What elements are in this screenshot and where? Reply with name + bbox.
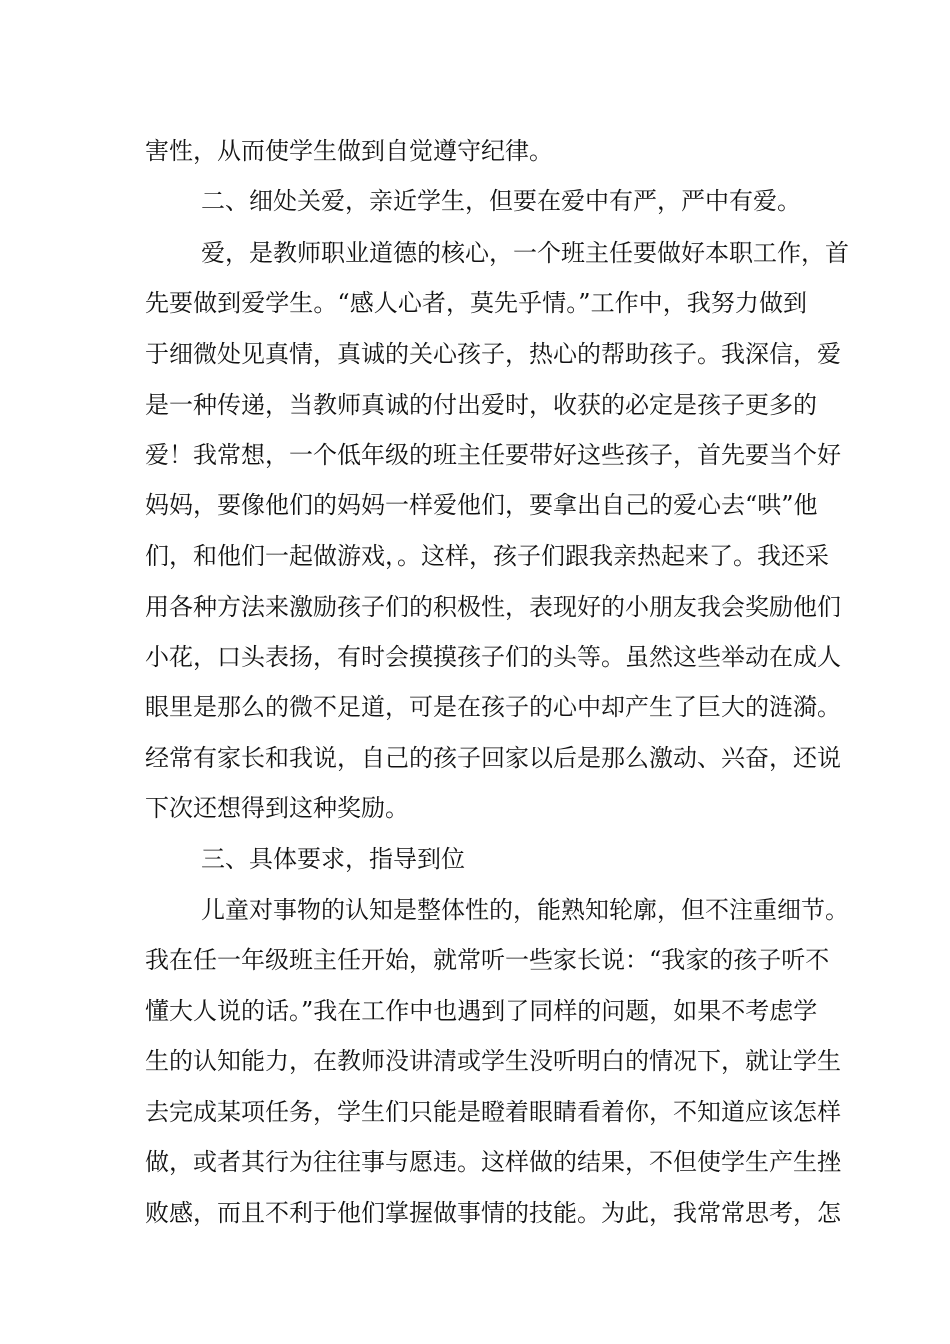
paragraph-first-line: 爱，是教师职业道德的核心，一个班主任要做好本职工作，首 bbox=[201, 239, 849, 267]
text-line: 做，或者其行为往往事与愿违。这样做的结果，不但使学生产生挫 bbox=[145, 1148, 841, 1176]
text-line: 败感，而且不利于他们掌握做事情的技能。为此，我常常思考，怎 bbox=[145, 1199, 841, 1227]
text-line: 小花，口头表扬，有时会摸摸孩子们的头等。虽然这些举动在成人 bbox=[145, 643, 841, 671]
text-line: 先要做到爱学生。“感人心者，莫先乎情。”工作中，我努力做到 bbox=[145, 289, 807, 317]
text-line: 经常有家长和我说，自己的孩子回家以后是那么激动、兴奋，还说 bbox=[145, 744, 841, 772]
section-heading: 二、细处关爱，亲近学生，但要在爱中有严，严中有爱。 bbox=[201, 187, 801, 215]
text-line: 妈妈，要像他们的妈妈一样爱他们，要拿出自己的爱心去“哄”他 bbox=[145, 491, 818, 519]
text-line: 懂大人说的话。”我在工作中也遇到了同样的问题，如果不考虑学 bbox=[145, 997, 818, 1025]
text-line: 是一种传递，当教师真诚的付出爱时，收获的必定是孩子更多的 bbox=[145, 391, 817, 419]
text-line: 用各种方法来激励孩子们的积极性，表现好的小朋友我会奖励他们 bbox=[145, 593, 841, 621]
text-line: 下次还想得到这种奖励。 bbox=[145, 794, 409, 822]
text-line: 去完成某项任务，学生们只能是瞪着眼睛看着你，不知道应该怎样 bbox=[145, 1098, 841, 1126]
paragraph-first-line: 儿童对事物的认知是整体性的，能熟知轮廓，但不注重细节。 bbox=[201, 896, 849, 924]
text-line: 于细微处见真情，真诚的关心孩子，热心的帮助孩子。我深信，爱 bbox=[145, 340, 841, 368]
text-line: 生的认知能力，在教师没讲清或学生没听明白的情况下，就让学生 bbox=[145, 1047, 841, 1075]
section-heading: 三、具体要求，指导到位 bbox=[201, 845, 465, 873]
text-line: 爱！我常想，一个低年级的班主任要带好这些孩子，首先要当个好 bbox=[145, 441, 841, 469]
text-line: 害性，从而使学生做到自觉遵守纪律。 bbox=[145, 137, 553, 165]
text-line: 眼里是那么的微不足道，可是在孩子的心中却产生了巨大的涟漪。 bbox=[145, 693, 841, 721]
text-line: 们，和他们一起做游戏，。这样，孩子们跟我亲热起来了。我还采 bbox=[145, 542, 829, 570]
text-line: 我在任一年级班主任开始，就常听一些家长说：“我家的孩子听不 bbox=[145, 946, 830, 974]
